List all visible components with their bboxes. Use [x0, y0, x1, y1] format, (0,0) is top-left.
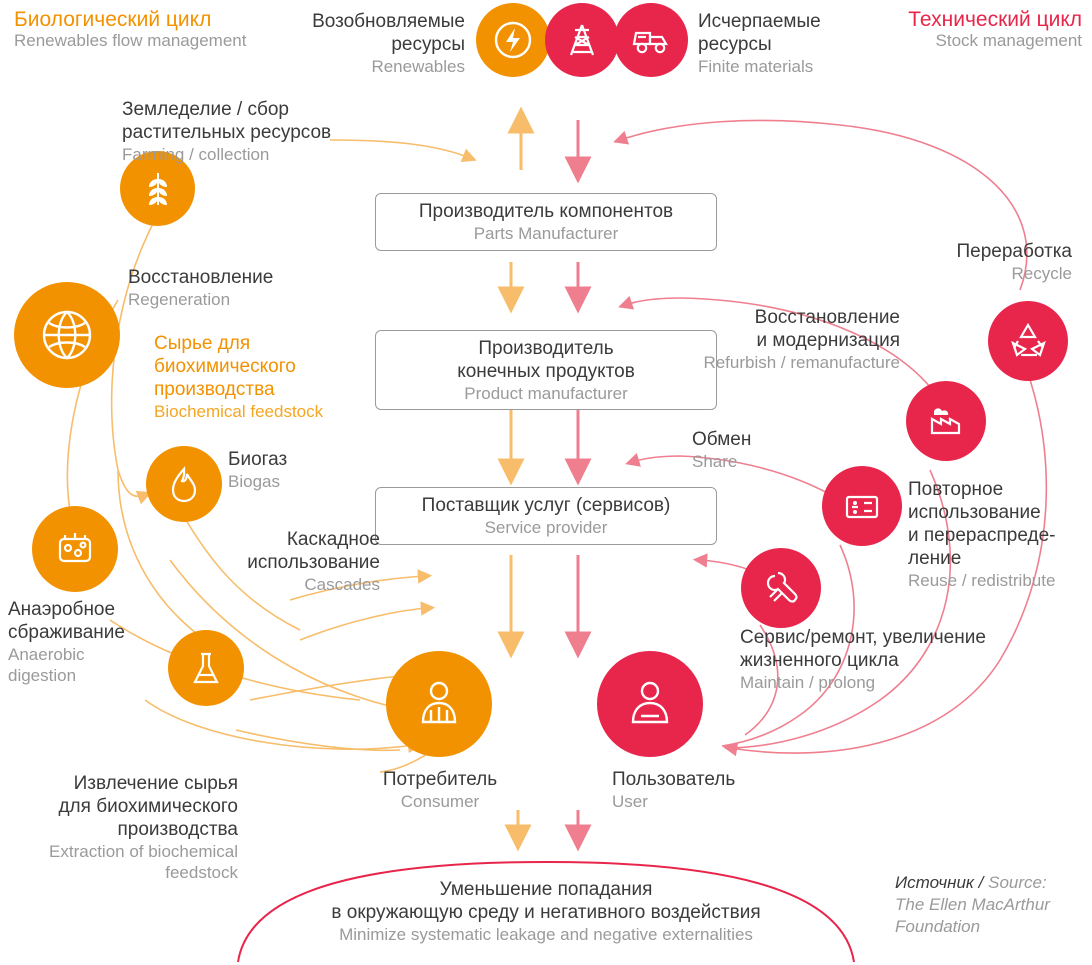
person-user-icon [620, 674, 680, 734]
biogas-label-en: Biogas [228, 472, 280, 491]
recycle-label-en: Recycle [1011, 264, 1072, 283]
user-label-en: User [612, 792, 648, 811]
source-label-en: Source: [988, 873, 1047, 892]
product-manufacturer-box[interactable] [375, 330, 717, 410]
product-manufacturer-en: Product manufacturer [464, 383, 628, 403]
regeneration-label-ru: Восстановление [128, 267, 274, 288]
factory-icon [922, 397, 970, 445]
regeneration-circle[interactable] [14, 282, 120, 388]
flask-icon [185, 646, 227, 690]
extraction-label-en-line2: feedstock [165, 863, 238, 882]
product-manufacturer-ru-line1: Производитель [478, 337, 614, 359]
user-label-ru: Пользователь [612, 769, 736, 790]
anaerobic-label-en-line2: digestion [8, 666, 77, 685]
finite-label-en: Finite materials [698, 57, 814, 76]
extraction-label-line2: для биохимического [58, 796, 238, 817]
biochemical-feedstock-line3: производства [154, 379, 275, 400]
consumer-label-ru: Потребитель [382, 769, 498, 790]
cascades-label-line1: Каскадное [286, 529, 380, 550]
reuse-label-line1: Повторное [908, 479, 1004, 500]
mining-truck-icon [628, 17, 674, 63]
wrench-icon [757, 564, 805, 612]
bottom-statement-line2: в окружающую среду и негативного воздействия [331, 902, 761, 923]
recycle-icon [1004, 317, 1052, 365]
user-circle[interactable] [597, 651, 703, 757]
cascades-label-line2: использование [247, 552, 380, 573]
reuse-label-line3: и перераспреде- [908, 525, 1056, 546]
reuse-label-line2: использование [908, 502, 1041, 523]
renewables-label-en: Renewables [371, 57, 465, 76]
farming-label-en: Farming / collection [122, 145, 270, 164]
source-line3: Foundation [895, 917, 981, 936]
recycle-label-ru: Переработка [956, 241, 1072, 262]
farming-label-line2: растительных ресурсов [122, 122, 332, 143]
renewables-circle[interactable] [476, 3, 550, 77]
refurbish-label-line1: Восстановление [754, 307, 900, 328]
maintain-label-line1: Сервис/ремонт, увеличение [740, 627, 986, 648]
flame-icon [163, 462, 205, 506]
extraction-label-line3: производства [117, 819, 238, 840]
digester-tank-icon [50, 524, 100, 574]
maintain-circle[interactable] [741, 548, 821, 628]
service-provider-ru: Поставщик услуг (сервисов) [421, 495, 671, 516]
exchange-box-icon [838, 482, 886, 530]
parts-manufacturer-ru: Производитель компонентов [418, 201, 674, 222]
left-cycle-subtitle: Renewables flow management [14, 31, 247, 50]
extraction-circle[interactable] [168, 630, 244, 706]
bottom-statement-en: Minimize systematic leakage and negative externalities [339, 925, 753, 944]
source-credit [895, 872, 1092, 938]
biochemical-feedstock-line1: Сырье для [154, 333, 251, 354]
parts-manufacturer-box[interactable] [375, 193, 717, 251]
extraction-label-line1: Извлечение сырья [73, 773, 238, 794]
anaerobic-label-en-line1: Anaerobic [8, 645, 85, 664]
service-provider-box[interactable] [375, 487, 717, 545]
farming-label-line1: Земледелие / сбор [122, 99, 289, 120]
wheat-icon [137, 167, 179, 211]
right-cycle-subtitle: Stock management [935, 31, 1082, 50]
refurbish-label-en: Refurbish / remanufacture [703, 353, 900, 372]
globe-icon [36, 304, 98, 366]
biogas-label-ru: Биогаз [228, 449, 288, 470]
anaerobic-label-line2: сбраживание [8, 622, 125, 643]
reuse-circle[interactable] [822, 466, 902, 546]
finite-label-line2: ресурсы [698, 34, 772, 55]
finite-label-line1: Исчерпаемые [698, 11, 821, 32]
biochemical-feedstock-line2: биохимического [154, 356, 296, 377]
parts-manufacturer-en: Parts Manufacturer [473, 224, 619, 243]
bottom-statement-line1: Уменьшение попадания [439, 879, 653, 900]
right-cycle-title: Технический цикл [908, 8, 1082, 31]
reuse-label-line4: ление [908, 548, 962, 569]
extraction-label-en-line1: Extraction of biochemical [49, 842, 238, 861]
renewables-label-line1: Возобновляемые [312, 11, 465, 32]
refurbish-label-line2: и модернизация [756, 330, 900, 351]
source-label-ru: Источник / [895, 873, 984, 892]
pylon-circle[interactable] [545, 3, 619, 77]
refurbish-circle[interactable] [906, 381, 986, 461]
reuse-label-en: Reuse / redistribute [908, 571, 1056, 590]
person-consumer-icon [409, 674, 469, 734]
anaerobic-circle[interactable] [32, 506, 118, 592]
left-cycle-title: Биологический цикл [14, 8, 212, 31]
energy-bolt-icon [491, 18, 535, 62]
service-provider-en: Service provider [484, 518, 608, 537]
renewables-label-line2: ресурсы [391, 34, 465, 55]
consumer-label-en: Consumer [400, 792, 480, 811]
power-pylon-icon [561, 19, 603, 61]
source-line2: The Ellen MacArthur [895, 895, 1050, 914]
maintain-label-en: Maintain / prolong [740, 673, 876, 692]
biogas-circle[interactable] [146, 446, 222, 522]
share-label-ru: Обмен [692, 429, 752, 450]
mining-truck-circle[interactable] [614, 3, 688, 77]
maintain-label-line2: жизненного цикла [740, 650, 899, 671]
biochemical-feedstock-en: Biochemical feedstock [154, 402, 324, 421]
consumer-circle[interactable] [386, 651, 492, 757]
product-manufacturer-ru-line2: конечных продуктов [457, 360, 635, 382]
share-label-en: Share [692, 452, 738, 471]
recycle-circle[interactable] [988, 301, 1068, 381]
anaerobic-label-line1: Анаэробное [8, 599, 116, 620]
cascades-label-en: Cascades [304, 575, 380, 594]
regeneration-label-en: Regeneration [128, 290, 231, 309]
